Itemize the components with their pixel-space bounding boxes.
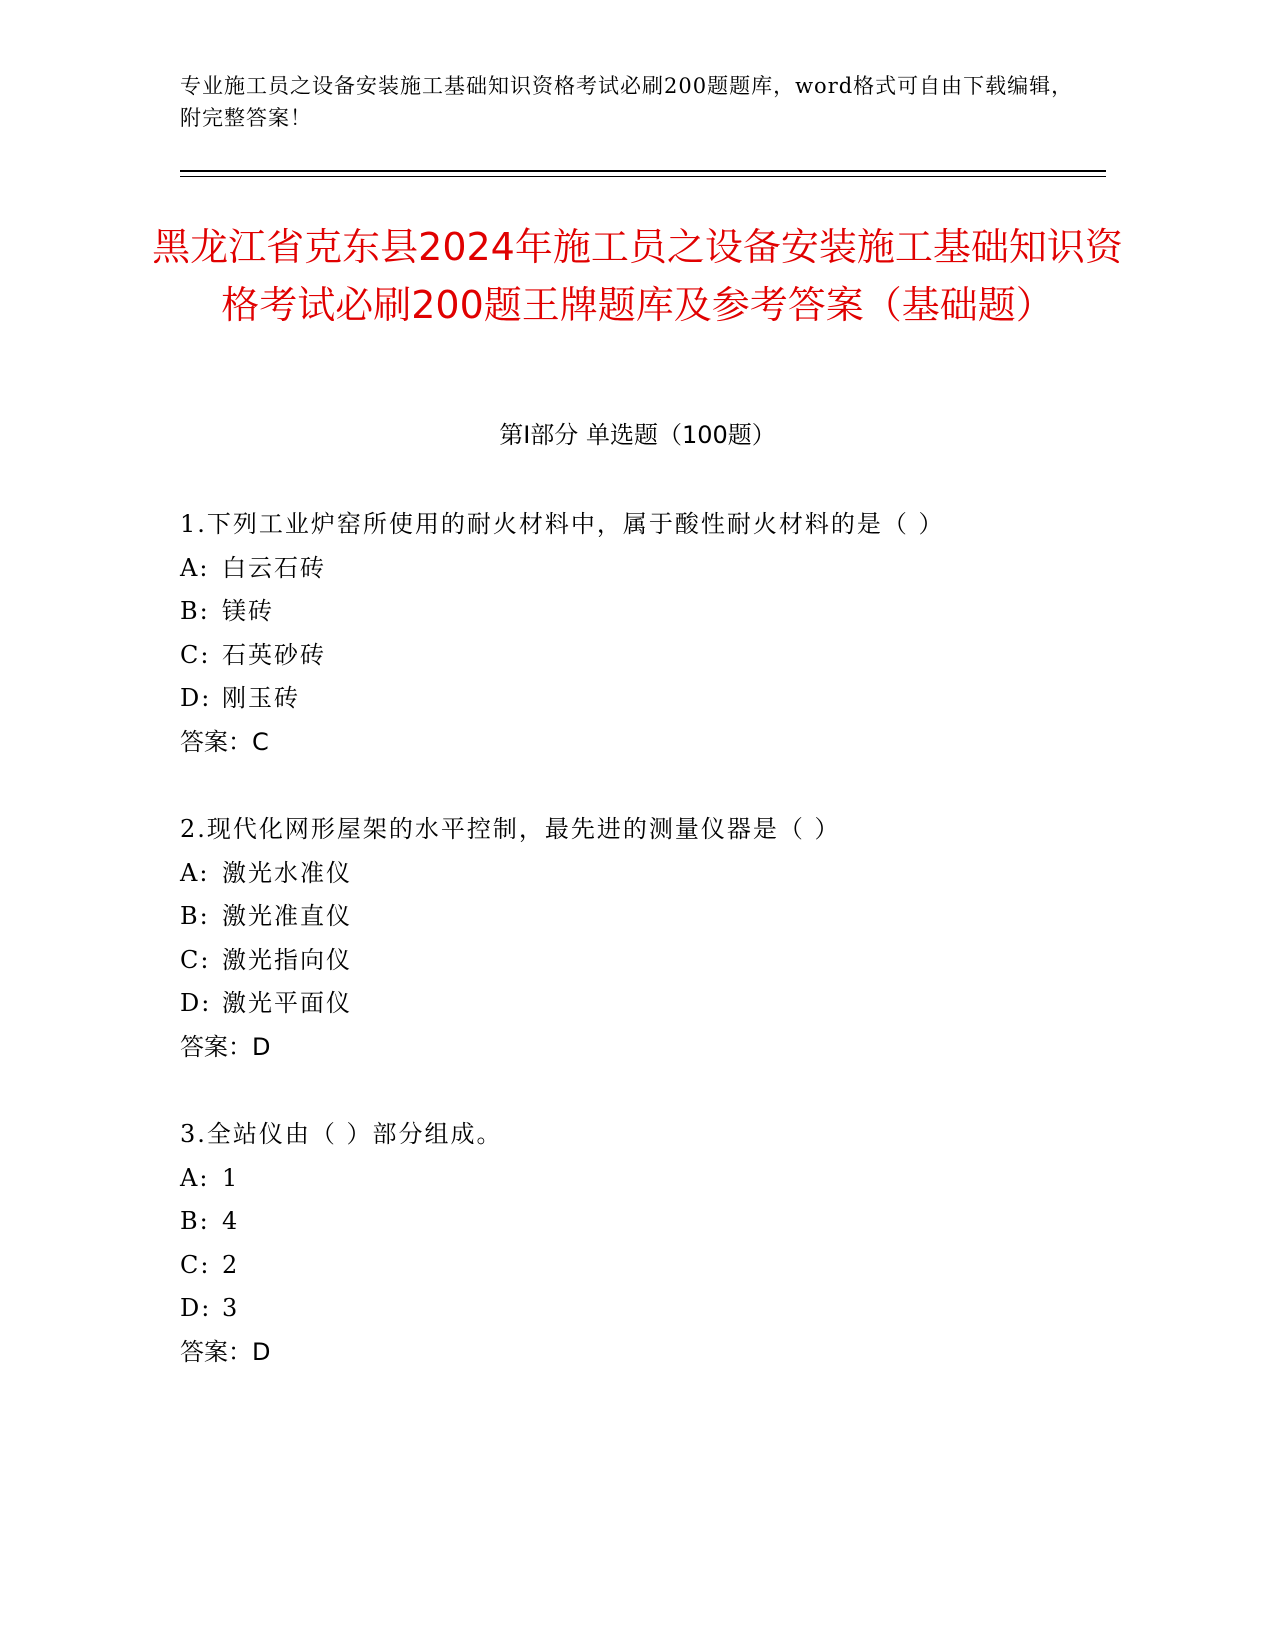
option-text: 3 xyxy=(222,1294,240,1322)
section-heading: 第Ⅰ部分 单选题（100题） xyxy=(499,421,776,449)
option-a xyxy=(180,852,1100,896)
option-b xyxy=(180,1200,1100,1244)
option-letter: D: xyxy=(180,1294,212,1322)
option-text: 激光准直仪 xyxy=(222,902,352,930)
question-stem: 2.现代化网形屋架的水平控制，最先进的测量仪器是（ ） xyxy=(180,815,841,843)
option-text: 刚玉砖 xyxy=(222,684,300,712)
question-2 xyxy=(180,808,1100,1069)
header-divider-thick xyxy=(180,170,1106,172)
option-text: 镁砖 xyxy=(222,597,274,625)
option-letter: B: xyxy=(180,597,210,625)
option-text: 4 xyxy=(222,1207,240,1235)
option-letter: C: xyxy=(180,640,211,669)
option-b xyxy=(180,590,1100,634)
answer: 答案：D xyxy=(180,1337,271,1366)
document-title: 黑龙江省克东县2024年施工员之设备安装施工基础知识资格考试必刷200题王牌题库及参考答案（基础题） xyxy=(152,225,1123,327)
answer: 答案：C xyxy=(180,727,269,756)
option-b xyxy=(180,895,1100,939)
option-d xyxy=(180,1287,1100,1331)
question-stem: 3.全站仪由（ ）部分组成。 xyxy=(180,1120,503,1148)
option-letter: C: xyxy=(180,1250,211,1279)
option-text: 激光水准仪 xyxy=(222,858,352,887)
header-divider-thin xyxy=(180,176,1106,177)
question-3 xyxy=(180,1113,1100,1374)
option-letter: A: xyxy=(180,858,210,887)
question-1 xyxy=(180,503,1100,764)
option-letter: B: xyxy=(180,1207,210,1235)
option-text: 激光指向仪 xyxy=(222,945,352,974)
option-letter: D: xyxy=(180,989,212,1017)
option-c xyxy=(180,939,1100,983)
option-letter: C: xyxy=(180,945,211,974)
option-c xyxy=(180,634,1100,678)
question-stem: 1.下列工业炉窑所使用的耐火材料中，属于酸性耐火材料的是（ ） xyxy=(180,510,945,538)
option-text: 白云石砖 xyxy=(222,553,326,582)
header-note: 专业施工员之设备安装施工基础知识资格考试必刷200题题库，word格式可自由下载编辑，附完整答案！ xyxy=(180,74,1074,130)
option-c xyxy=(180,1244,1100,1288)
option-letter: B: xyxy=(180,902,210,930)
option-text: 1 xyxy=(222,1163,240,1192)
option-letter: A: xyxy=(180,1163,210,1192)
answer: 答案：D xyxy=(180,1032,271,1061)
option-d xyxy=(180,982,1100,1026)
option-a xyxy=(180,547,1100,591)
option-d xyxy=(180,677,1100,721)
option-text: 2 xyxy=(222,1250,240,1279)
option-letter: A: xyxy=(180,553,210,582)
option-text: 石英砂砖 xyxy=(222,640,326,669)
option-text: 激光平面仪 xyxy=(222,989,352,1017)
option-letter: D: xyxy=(180,684,212,712)
option-a xyxy=(180,1157,1100,1201)
